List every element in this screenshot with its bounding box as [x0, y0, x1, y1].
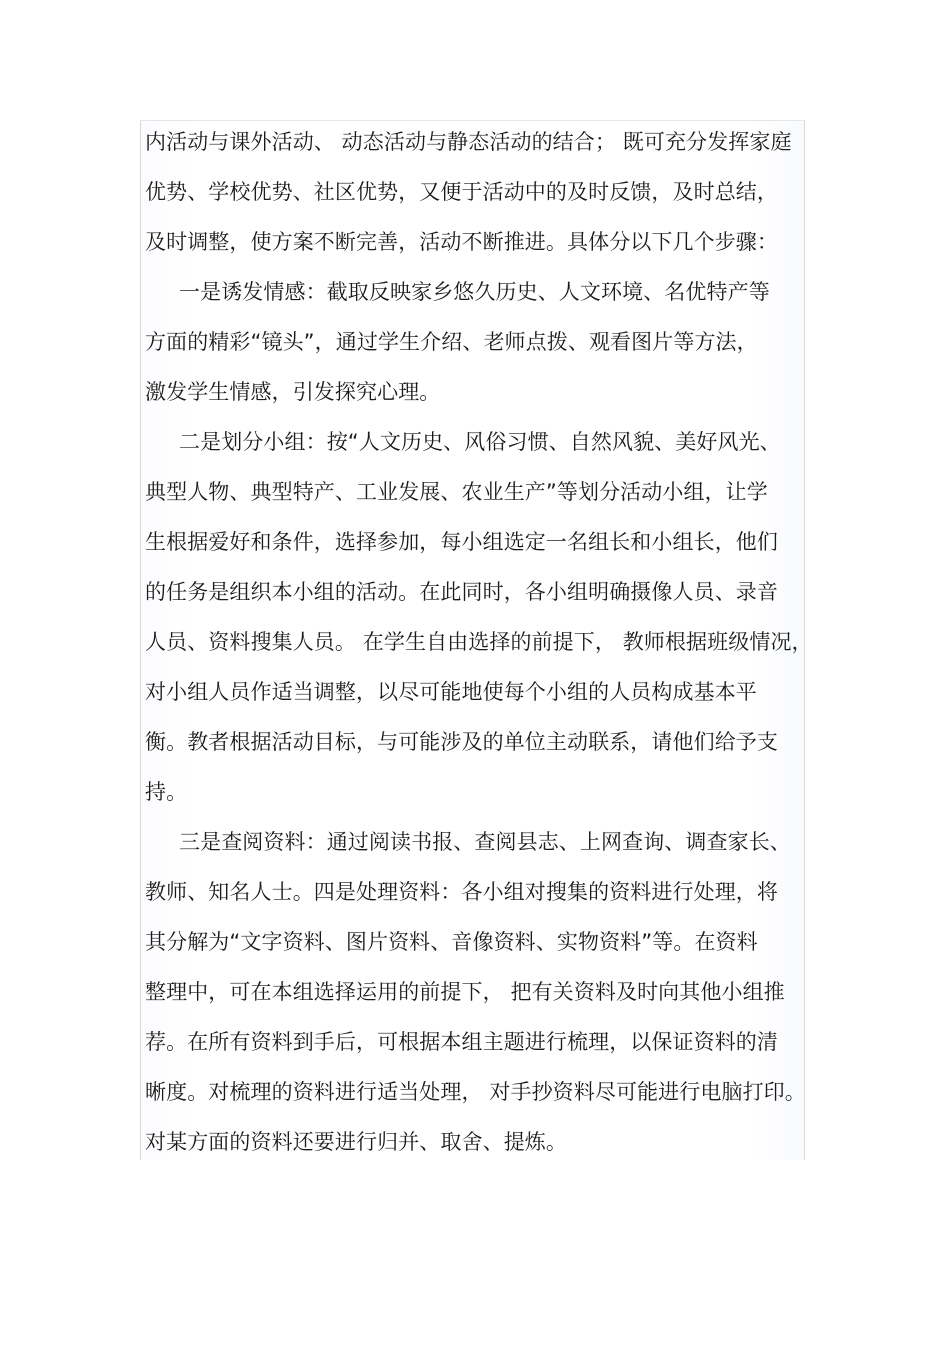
text-line: 及时调整，使方案不断完善，活动不断推进。具体分以下几个步骤：: [145, 230, 778, 254]
document-page: [140, 120, 813, 1160]
text-line: 教师、知名人士。四是处理资料：各小组对搜集的资料进行处理，将: [145, 880, 778, 904]
paragraph-start-line: 二是划分小组：按“人文历史、风俗习惯、自然风貌、美好风光、: [179, 430, 781, 454]
text-line: 人员、资料搜集人员。 在学生自由选择的前提下， 教师根据班级情况，: [145, 630, 813, 654]
text-line: 晰度。对梳理的资料进行适当处理， 对手抄资料尽可能进行电脑打印。: [145, 1080, 806, 1104]
text-line: 方面的精彩“镜头”，通过学生介绍、老师点拨、观看图片等方法，: [145, 330, 758, 354]
text-line: 持。: [145, 780, 188, 804]
paragraph-start-line: 一是诱发情感：截取反映家乡悠久历史、人文环境、名优特产等: [179, 280, 770, 304]
text-line: 典型人物、典型特产、工业发展、农业生产”等划分活动小组，让学: [145, 480, 768, 504]
text-line: 荐。在所有资料到手后，可根据本组主题进行梳理，以保证资料的清: [145, 1030, 778, 1054]
text-line: 内活动与课外活动、 动态活动与静态活动的结合； 既可充分发挥家庭: [145, 130, 792, 154]
text-line: 其分解为“文字资料、图片资料、音像资料、实物资料”等。在资料: [145, 930, 758, 954]
paragraph-start-line: 三是查阅资料：通过阅读书报、查阅县志、上网查询、调查家长、: [179, 830, 791, 854]
text-line: 衡。教者根据活动目标，与可能涉及的单位主动联系，请他们给予支: [145, 730, 778, 754]
text-line: 整理中，可在本组选择运用的前提下， 把有关资料及时向其他小组推: [145, 980, 785, 1004]
text-line: 对某方面的资料还要进行归并、取舍、提炼。: [145, 1130, 567, 1154]
text-line: 生根据爱好和条件，选择参加，每小组选定一名组长和小组长，他们: [145, 530, 778, 554]
text-line: 优势、学校优势、社区优势，又便于活动中的及时反馈，及时总结，: [145, 180, 778, 204]
text-line: 的任务是组织本小组的活动。在此同时，各小组明确摄像人员、录音: [145, 580, 778, 604]
text-line: 激发学生情感，引发探究心理。: [145, 380, 441, 404]
text-line: 对小组人员作适当调整，以尽可能地使每个小组的人员构成基本平: [145, 680, 757, 704]
